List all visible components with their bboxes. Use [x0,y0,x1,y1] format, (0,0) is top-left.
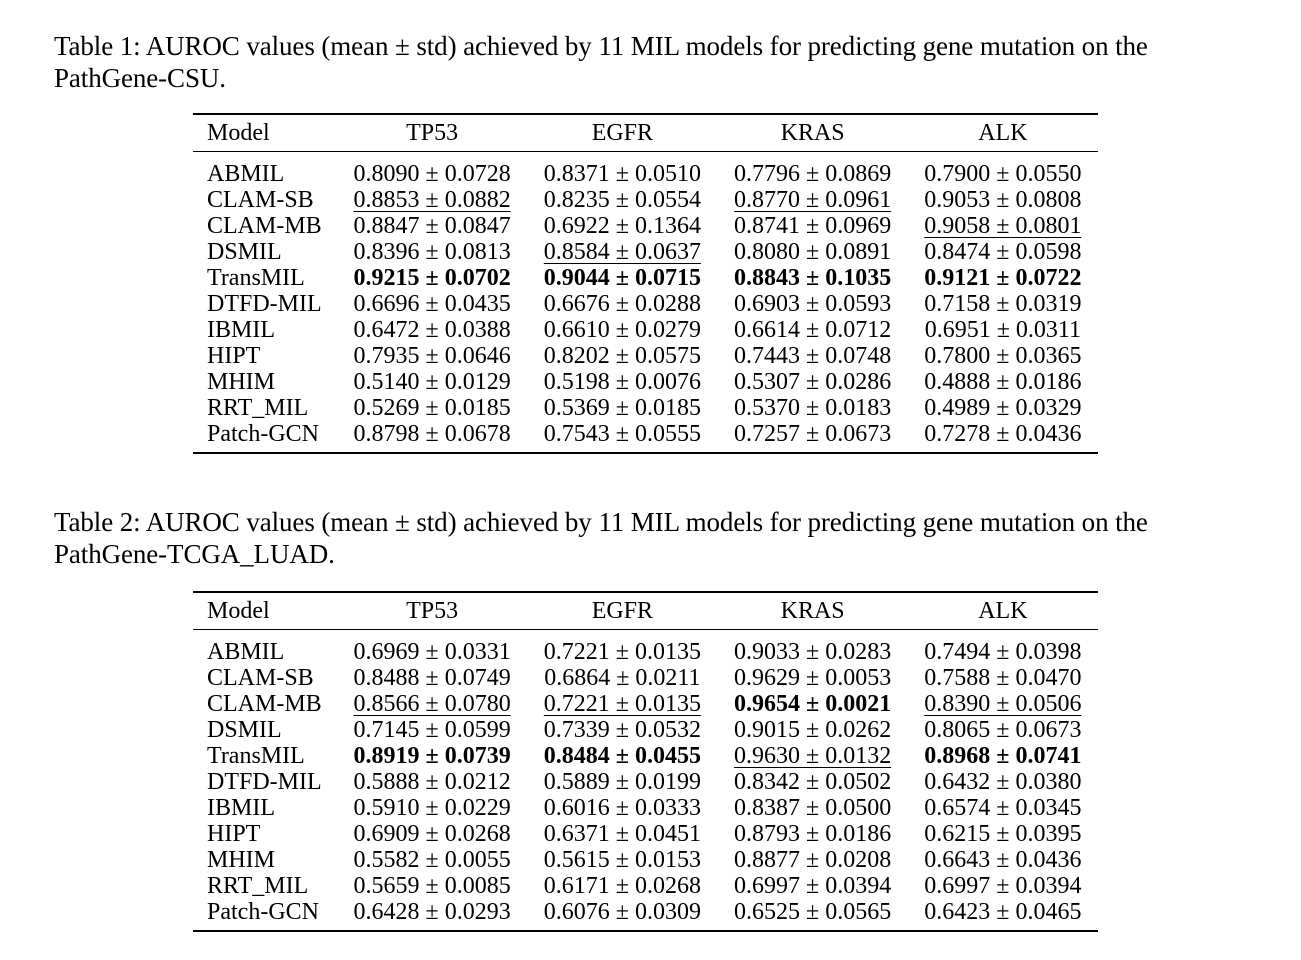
column-header-egfr: EGFR [591,597,654,624]
auroc-cell [718,369,908,395]
auroc-cell [908,795,1098,821]
auroc-value: 0.8235 ± 0.0554 [543,187,701,213]
auroc-cell [908,769,1098,795]
table-header-row [193,114,1098,152]
auroc-cell [337,665,527,691]
auroc-cell [908,743,1098,769]
auroc-cell [527,743,717,769]
model-name-cell: CLAM-MB [207,691,322,717]
table-2 [193,591,1098,932]
auroc-value: 0.7221 ± 0.0135 [543,639,701,665]
auroc-cell [718,317,908,343]
auroc-cell [527,213,717,239]
auroc-cell [527,421,717,453]
auroc-cell [908,213,1098,239]
auroc-value: 0.5910 ± 0.0229 [353,795,511,821]
model-name-cell: DSMIL [207,717,282,743]
auroc-value: 0.5888 ± 0.0212 [353,769,511,795]
model-name-cell: HIPT [207,343,261,369]
column-header-tp53: TP53 [406,597,459,624]
auroc-value: 0.6472 ± 0.0388 [353,317,511,343]
auroc-value: 0.7494 ± 0.0398 [924,639,1082,665]
auroc-value: 0.9058 ± 0.0801 [924,213,1082,239]
auroc-value: 0.7221 ± 0.0135 [543,691,701,717]
table-row [193,369,1098,395]
auroc-value: 0.8371 ± 0.0510 [543,161,701,187]
auroc-value: 0.5269 ± 0.0185 [353,395,511,421]
auroc-cell [718,265,908,291]
auroc-cell [527,873,717,899]
auroc-cell [718,873,908,899]
auroc-cell [337,743,527,769]
auroc-cell [908,317,1098,343]
table-row [193,343,1098,369]
model-name-cell: MHIM [207,369,276,395]
auroc-value: 0.7796 ± 0.0869 [734,161,892,187]
auroc-value: 0.8566 ± 0.0780 [353,691,511,717]
auroc-value: 0.6696 ± 0.0435 [353,291,511,317]
auroc-cell [908,847,1098,873]
table-row [193,317,1098,343]
auroc-value: 0.6969 ± 0.0331 [353,639,511,665]
model-name-cell: TransMIL [207,743,305,769]
auroc-cell [718,630,908,666]
table-row [193,421,1098,453]
auroc-value: 0.8065 ± 0.0673 [924,717,1082,743]
auroc-cell [527,187,717,213]
model-name-cell: ABMIL [207,161,285,187]
model-name-cell: IBMIL [207,795,275,821]
auroc-cell [527,769,717,795]
auroc-value: 0.4888 ± 0.0186 [924,369,1082,395]
auroc-cell [337,691,527,717]
model-name-cell: HIPT [207,821,261,847]
auroc-cell [718,899,908,931]
auroc-cell [337,317,527,343]
auroc-value: 0.6997 ± 0.0394 [924,873,1082,899]
auroc-cell [527,239,717,265]
auroc-cell [718,213,908,239]
column-header-tp53: TP53 [406,119,459,146]
table-1-caption: Table 1: AUROC values (mean ± std) achieved by 11 MIL models for predicting gene mutation on the PathGene-CSU. [54,31,1148,93]
auroc-value: 0.9654 ± 0.0021 [734,691,892,717]
table-row [193,265,1098,291]
auroc-value: 0.8919 ± 0.0739 [353,743,511,769]
auroc-value: 0.7339 ± 0.0532 [543,717,701,743]
auroc-value: 0.5198 ± 0.0076 [543,369,701,395]
auroc-value: 0.8584 ± 0.0637 [543,239,701,265]
auroc-cell [718,152,908,188]
auroc-cell [908,665,1098,691]
auroc-cell [908,187,1098,213]
auroc-cell [527,395,717,421]
auroc-value: 0.5582 ± 0.0055 [353,847,511,873]
auroc-cell [908,343,1098,369]
auroc-cell [718,239,908,265]
auroc-cell [718,821,908,847]
table-row [193,769,1098,795]
table-row [193,291,1098,317]
auroc-cell [527,691,717,717]
auroc-cell [527,899,717,931]
auroc-value: 0.6428 ± 0.0293 [353,899,511,925]
auroc-value: 0.6610 ± 0.0279 [543,317,701,343]
auroc-value: 0.9630 ± 0.0132 [734,743,892,769]
auroc-value: 0.8793 ± 0.0186 [734,821,892,847]
column-header-egfr: EGFR [591,119,654,146]
auroc-value: 0.8387 ± 0.0500 [734,795,892,821]
auroc-cell [337,369,527,395]
auroc-cell [337,239,527,265]
auroc-cell [908,152,1098,188]
model-name-cell: Patch-GCN [207,421,319,447]
table-header-row [193,592,1098,630]
model-name-cell: RRT_MIL [207,395,309,421]
auroc-value: 0.8877 ± 0.0208 [734,847,892,873]
auroc-value: 0.5615 ± 0.0153 [543,847,701,873]
auroc-value: 0.9015 ± 0.0262 [734,717,892,743]
auroc-value: 0.9121 ± 0.0722 [924,265,1082,291]
auroc-value: 0.9215 ± 0.0702 [353,265,511,291]
auroc-value: 0.8843 ± 0.1035 [734,265,892,291]
auroc-value: 0.5370 ± 0.0183 [734,395,892,421]
table-row [193,152,1098,188]
auroc-value: 0.7257 ± 0.0673 [734,421,892,447]
table-row [193,691,1098,717]
auroc-value: 0.5307 ± 0.0286 [734,369,892,395]
auroc-value: 0.6997 ± 0.0394 [734,873,892,899]
auroc-value: 0.8853 ± 0.0882 [353,187,511,213]
table-row [193,213,1098,239]
auroc-value: 0.6171 ± 0.0268 [543,873,701,899]
auroc-value: 0.6525 ± 0.0565 [734,899,892,925]
auroc-value: 0.6922 ± 0.1364 [543,213,701,239]
auroc-cell [337,717,527,743]
auroc-value: 0.6676 ± 0.0288 [543,291,701,317]
auroc-cell [527,265,717,291]
auroc-cell [337,821,527,847]
auroc-cell [718,343,908,369]
auroc-cell [337,291,527,317]
auroc-cell [718,743,908,769]
auroc-cell [527,847,717,873]
model-name-cell: CLAM-SB [207,187,314,213]
table-row [193,187,1098,213]
auroc-value: 0.7145 ± 0.0599 [353,717,511,743]
model-name-cell: CLAM-SB [207,665,314,691]
auroc-cell [908,899,1098,931]
column-header-alk: ALK [978,119,1028,146]
auroc-value: 0.8847 ± 0.0847 [353,213,511,239]
auroc-cell [337,213,527,239]
auroc-value: 0.9629 ± 0.0053 [734,665,892,691]
auroc-value: 0.5659 ± 0.0085 [353,873,511,899]
auroc-value: 0.6016 ± 0.0333 [543,795,701,821]
auroc-value: 0.7278 ± 0.0436 [924,421,1082,447]
auroc-cell [718,665,908,691]
auroc-cell [718,795,908,821]
table-row [193,395,1098,421]
auroc-cell [527,630,717,666]
table-row [193,630,1098,666]
auroc-value: 0.5140 ± 0.0129 [353,369,511,395]
auroc-value: 0.8474 ± 0.0598 [924,239,1082,265]
auroc-cell [527,821,717,847]
auroc-value: 0.8488 ± 0.0749 [353,665,511,691]
auroc-cell [337,769,527,795]
auroc-cell [527,317,717,343]
table-1-body [193,152,1098,454]
auroc-cell [337,395,527,421]
table-row [193,899,1098,931]
auroc-value: 0.7543 ± 0.0555 [543,421,701,447]
auroc-value: 0.5369 ± 0.0185 [543,395,701,421]
auroc-value: 0.8484 ± 0.0455 [543,743,701,769]
auroc-value: 0.6076 ± 0.0309 [543,899,701,925]
auroc-value: 0.8798 ± 0.0678 [353,421,511,447]
auroc-value: 0.8342 ± 0.0502 [734,769,892,795]
auroc-value: 0.6614 ± 0.0712 [734,317,892,343]
model-name-cell: TransMIL [207,265,305,291]
table-row [193,821,1098,847]
auroc-value: 0.9053 ± 0.0808 [924,187,1082,213]
auroc-cell [718,187,908,213]
auroc-cell [337,152,527,188]
model-name-cell: RRT_MIL [207,873,309,899]
auroc-cell [527,291,717,317]
model-name-cell: IBMIL [207,317,275,343]
auroc-value: 0.6574 ± 0.0345 [924,795,1082,821]
auroc-cell [908,291,1098,317]
auroc-value: 0.8202 ± 0.0575 [543,343,701,369]
auroc-value: 0.7900 ± 0.0550 [924,161,1082,187]
auroc-value: 0.6903 ± 0.0593 [734,291,892,317]
auroc-value: 0.6864 ± 0.0211 [544,665,701,691]
column-header-model: Model [207,119,270,146]
auroc-value: 0.8741 ± 0.0969 [734,213,892,239]
auroc-cell [908,369,1098,395]
auroc-value: 0.8396 ± 0.0813 [353,239,511,265]
auroc-cell [908,239,1098,265]
auroc-cell [337,343,527,369]
auroc-value: 0.7800 ± 0.0365 [924,343,1082,369]
auroc-value: 0.6951 ± 0.0311 [924,317,1082,343]
auroc-cell [908,821,1098,847]
auroc-value: 0.8968 ± 0.0741 [924,743,1082,769]
table-row [193,665,1098,691]
table-2-caption: Table 2: AUROC values (mean ± std) achieved by 11 MIL models for predicting gene mutation on the PathGene-TCGA_LUAD. [54,507,1148,569]
auroc-cell [527,665,717,691]
auroc-cell [527,717,717,743]
auroc-cell [908,717,1098,743]
auroc-value: 0.5889 ± 0.0199 [543,769,701,795]
auroc-cell [908,630,1098,666]
auroc-cell [718,847,908,873]
auroc-cell [527,795,717,821]
auroc-cell [908,395,1098,421]
auroc-cell [337,899,527,931]
auroc-cell [718,421,908,453]
auroc-value: 0.8080 ± 0.0891 [734,239,892,265]
model-name-cell: DTFD-MIL [207,291,322,317]
auroc-value: 0.8770 ± 0.0961 [734,187,892,213]
table-row [193,717,1098,743]
auroc-cell [908,421,1098,453]
auroc-value: 0.6643 ± 0.0436 [924,847,1082,873]
auroc-value: 0.7443 ± 0.0748 [734,343,892,369]
table-row [193,795,1098,821]
model-name-cell: DTFD-MIL [207,769,322,795]
column-header-kras: KRAS [780,597,845,624]
auroc-cell [337,421,527,453]
auroc-value: 0.6215 ± 0.0395 [924,821,1082,847]
auroc-cell [337,873,527,899]
auroc-value: 0.9044 ± 0.0715 [543,265,701,291]
auroc-value: 0.7935 ± 0.0646 [353,343,511,369]
model-name-cell: CLAM-MB [207,213,322,239]
auroc-value: 0.7158 ± 0.0319 [924,291,1082,317]
auroc-cell [718,717,908,743]
table-row [193,239,1098,265]
auroc-value: 0.4989 ± 0.0329 [924,395,1082,421]
model-name-cell: Patch-GCN [207,899,319,925]
table-row [193,847,1098,873]
model-name-cell: ABMIL [207,639,285,665]
auroc-value: 0.8390 ± 0.0506 [924,691,1082,717]
auroc-cell [337,187,527,213]
auroc-cell [337,847,527,873]
auroc-value: 0.6371 ± 0.0451 [543,821,701,847]
column-header-model: Model [207,597,270,624]
table-1 [193,113,1098,454]
auroc-value: 0.6432 ± 0.0380 [924,769,1082,795]
auroc-cell [527,369,717,395]
auroc-cell [337,630,527,666]
auroc-cell [718,291,908,317]
auroc-cell [908,691,1098,717]
auroc-cell [908,873,1098,899]
auroc-cell [527,152,717,188]
auroc-value: 0.8090 ± 0.0728 [353,161,511,187]
column-header-kras: KRAS [780,119,845,146]
table-2-body [193,630,1098,932]
table-row [193,873,1098,899]
auroc-value: 0.6423 ± 0.0465 [924,899,1082,925]
auroc-cell [337,795,527,821]
auroc-cell [337,265,527,291]
auroc-value: 0.9033 ± 0.0283 [734,639,892,665]
auroc-cell [718,691,908,717]
table-row [193,743,1098,769]
auroc-cell [718,395,908,421]
column-header-alk: ALK [978,597,1028,624]
model-name-cell: MHIM [207,847,276,873]
auroc-cell [527,343,717,369]
auroc-cell [718,769,908,795]
auroc-value: 0.7588 ± 0.0470 [924,665,1082,691]
auroc-cell [908,265,1098,291]
auroc-value: 0.6909 ± 0.0268 [353,821,511,847]
model-name-cell: DSMIL [207,239,282,265]
